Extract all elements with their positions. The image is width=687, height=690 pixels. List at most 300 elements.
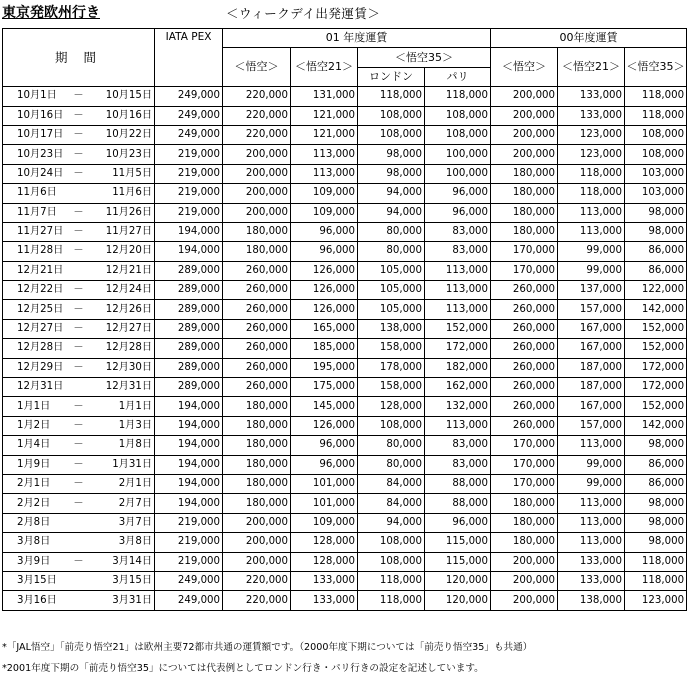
period-from-cell: 12月21日 [3,261,59,280]
header-fy01: 01 年度運賃 [223,29,491,48]
fy01-satoku-cell: 260,000 [223,358,291,377]
fy01-satoku21-cell: 113,000 [291,164,358,183]
fy01-paris-cell: 162,000 [425,378,491,397]
fy00-satoku35-cell: 118,000 [625,106,687,125]
fy01-london-cell: 80,000 [358,242,425,261]
fy01-satoku-cell: 260,000 [223,339,291,358]
period-from-cell: 12月25日 [3,300,59,319]
fy00-satoku21-cell: 123,000 [558,145,625,164]
fy01-paris-cell: 113,000 [425,300,491,319]
fy00-satoku-cell: 180,000 [491,164,558,183]
period-from-cell: 3月15日 [3,571,59,590]
fy01-london-cell: 98,000 [358,145,425,164]
period-dash-cell [59,261,99,280]
period-to-cell: 2月7日 [99,494,155,513]
fy01-satoku21-cell: 128,000 [291,552,358,571]
table-row [3,242,687,261]
fy01-satoku21-cell: 96,000 [291,222,358,241]
iata-pex-cell: 219,000 [155,513,223,532]
period-to-cell: 12月28日 [99,339,155,358]
fy01-london-cell: 138,000 [358,319,425,338]
fy01-satoku21-cell: 109,000 [291,513,358,532]
table-row [3,125,687,144]
fy00-satoku21-cell: 157,000 [558,416,625,435]
iata-pex-cell: 194,000 [155,397,223,416]
period-from-cell: 11月28日 [3,242,59,261]
period-to-cell: 12月30日 [99,358,155,377]
header-fy01-satoku: ＜悟空＞ [223,48,291,87]
fy00-satoku21-cell: 138,000 [558,591,625,610]
fy01-satoku21-cell: 131,000 [291,87,358,106]
fy00-satoku35-cell: 152,000 [625,319,687,338]
fy00-satoku-cell: 260,000 [491,339,558,358]
fy01-paris-cell: 83,000 [425,436,491,455]
fy01-london-cell: 108,000 [358,125,425,144]
fy01-satoku21-cell: 126,000 [291,261,358,280]
fy00-satoku35-cell: 103,000 [625,164,687,183]
period-to-cell: 3月7日 [99,513,155,532]
fy01-paris-cell: 88,000 [425,494,491,513]
fy01-satoku-cell: 180,000 [223,494,291,513]
fy00-satoku-cell: 200,000 [491,125,558,144]
fy00-satoku-cell: 200,000 [491,145,558,164]
fy01-paris-cell: 83,000 [425,222,491,241]
fy00-satoku35-cell: 86,000 [625,474,687,493]
fy00-satoku35-cell: 152,000 [625,397,687,416]
period-from-cell: 1月9日 [3,455,59,474]
header-fy00: 00年度運賃 [491,29,687,48]
fy01-paris-cell: 115,000 [425,552,491,571]
fy00-satoku35-cell: 103,000 [625,184,687,203]
fy00-satoku-cell: 260,000 [491,397,558,416]
iata-pex-cell: 289,000 [155,358,223,377]
fy00-satoku21-cell: 137,000 [558,281,625,300]
fy01-paris-cell: 172,000 [425,339,491,358]
fy01-satoku-cell: 260,000 [223,261,291,280]
fy00-satoku35-cell: 86,000 [625,261,687,280]
period-to-cell: 3月15日 [99,571,155,590]
fy00-satoku21-cell: 167,000 [558,397,625,416]
fy01-paris-cell: 120,000 [425,591,491,610]
period-to-cell: 12月31日 [99,378,155,397]
fy01-satoku-cell: 220,000 [223,125,291,144]
table-row [3,571,687,590]
period-to-cell: 11月5日 [99,164,155,183]
fy01-satoku21-cell: 126,000 [291,300,358,319]
fy00-satoku35-cell: 172,000 [625,358,687,377]
fy01-london-cell: 158,000 [358,339,425,358]
fy00-satoku21-cell: 118,000 [558,184,625,203]
iata-pex-cell: 249,000 [155,591,223,610]
fy01-satoku-cell: 260,000 [223,378,291,397]
fy01-satoku-cell: 200,000 [223,164,291,183]
period-dash-cell [59,513,99,532]
period-dash-cell: － [59,106,99,125]
period-from-cell: 3月9日 [3,552,59,571]
fy01-satoku21-cell: 109,000 [291,203,358,222]
period-from-cell: 3月8日 [3,533,59,552]
fy01-satoku21-cell: 133,000 [291,591,358,610]
period-dash-cell: － [59,281,99,300]
header-london: ロンドン [358,67,425,86]
period-to-cell: 3月31日 [99,591,155,610]
fy01-satoku-cell: 200,000 [223,203,291,222]
fy01-paris-cell: 88,000 [425,474,491,493]
period-from-cell: 11月27日 [3,222,59,241]
fy00-satoku21-cell: 133,000 [558,87,625,106]
fy01-london-cell: 80,000 [358,436,425,455]
fy01-paris-cell: 132,000 [425,397,491,416]
fy01-london-cell: 94,000 [358,513,425,532]
fy01-paris-cell: 83,000 [425,455,491,474]
fy01-paris-cell: 113,000 [425,281,491,300]
period-from-cell: 2月8日 [3,513,59,532]
period-dash-cell: － [59,494,99,513]
iata-pex-cell: 194,000 [155,494,223,513]
fy01-london-cell: 84,000 [358,474,425,493]
period-dash-cell: － [59,397,99,416]
fy01-paris-cell: 108,000 [425,106,491,125]
table-row [3,164,687,183]
fy00-satoku21-cell: 99,000 [558,242,625,261]
fy01-satoku-cell: 180,000 [223,455,291,474]
fy00-satoku-cell: 170,000 [491,242,558,261]
period-from-cell: 12月31日 [3,378,59,397]
period-dash-cell: － [59,474,99,493]
fy00-satoku21-cell: 167,000 [558,339,625,358]
fy01-satoku21-cell: 96,000 [291,455,358,474]
fy00-satoku35-cell: 86,000 [625,455,687,474]
footnotes [2,637,532,679]
period-to-cell: 12月20日 [99,242,155,261]
fy00-satoku21-cell: 99,000 [558,455,625,474]
table-row [3,300,687,319]
fy01-paris-cell: 96,000 [425,513,491,532]
fy01-satoku21-cell: 109,000 [291,184,358,203]
fy01-london-cell: 178,000 [358,358,425,377]
fy01-london-cell: 105,000 [358,261,425,280]
table-row [3,474,687,493]
period-from-cell: 1月2日 [3,416,59,435]
period-to-cell: 1月3日 [99,416,155,435]
iata-pex-cell: 219,000 [155,533,223,552]
period-to-cell: 11月26日 [99,203,155,222]
fy01-london-cell: 105,000 [358,300,425,319]
fy00-satoku35-cell: 98,000 [625,203,687,222]
iata-pex-cell: 249,000 [155,125,223,144]
fy01-satoku21-cell: 133,000 [291,571,358,590]
period-to-cell: 1月31日 [99,455,155,474]
iata-pex-cell: 289,000 [155,300,223,319]
fy01-satoku21-cell: 113,000 [291,145,358,164]
period-dash-cell [59,184,99,203]
iata-pex-cell: 219,000 [155,145,223,164]
fy00-satoku21-cell: 113,000 [558,203,625,222]
iata-pex-cell: 289,000 [155,319,223,338]
period-from-cell: 10月24日 [3,164,59,183]
period-to-cell: 11月27日 [99,222,155,241]
iata-pex-cell: 194,000 [155,474,223,493]
period-dash-cell [59,378,99,397]
period-from-cell: 10月23日 [3,145,59,164]
fy01-london-cell: 80,000 [358,455,425,474]
period-dash-cell [59,571,99,590]
period-from-cell: 11月6日 [3,184,59,203]
period-from-cell: 12月29日 [3,358,59,377]
fy01-satoku21-cell: 126,000 [291,281,358,300]
fy00-satoku35-cell: 108,000 [625,145,687,164]
table-row [3,339,687,358]
table-row [3,222,687,241]
period-dash-cell: － [59,436,99,455]
table-row [3,513,687,532]
iata-pex-cell: 194,000 [155,222,223,241]
fy00-satoku21-cell: 123,000 [558,125,625,144]
period-from-cell: 10月1日 [3,87,59,106]
fy00-satoku-cell: 200,000 [491,571,558,590]
fy00-satoku21-cell: 113,000 [558,533,625,552]
period-from-cell: 2月1日 [3,474,59,493]
fare-table [2,28,687,611]
fy01-satoku-cell: 200,000 [223,184,291,203]
table-row [3,436,687,455]
fy01-satoku-cell: 260,000 [223,281,291,300]
iata-pex-cell: 289,000 [155,339,223,358]
iata-pex-cell: 289,000 [155,378,223,397]
table-row [3,378,687,397]
period-to-cell: 10月15日 [99,87,155,106]
fy01-satoku-cell: 200,000 [223,145,291,164]
iata-pex-cell: 194,000 [155,455,223,474]
fy00-satoku35-cell: 86,000 [625,242,687,261]
fy00-satoku21-cell: 113,000 [558,494,625,513]
table-row [3,416,687,435]
period-dash-cell: － [59,358,99,377]
table-row [3,397,687,416]
fy01-paris-cell: 115,000 [425,533,491,552]
fy00-satoku21-cell: 187,000 [558,358,625,377]
period-dash-cell: － [59,145,99,164]
table-row [3,358,687,377]
fy00-satoku35-cell: 98,000 [625,533,687,552]
fy00-satoku21-cell: 187,000 [558,378,625,397]
period-from-cell: 11月7日 [3,203,59,222]
fy00-satoku-cell: 180,000 [491,184,558,203]
period-from-cell: 3月16日 [3,591,59,610]
fy01-satoku21-cell: 101,000 [291,494,358,513]
fy01-london-cell: 118,000 [358,591,425,610]
period-from-cell: 12月28日 [3,339,59,358]
fy00-satoku-cell: 180,000 [491,513,558,532]
period-from-cell: 2月2日 [3,494,59,513]
fy01-satoku-cell: 260,000 [223,319,291,338]
table-row [3,87,687,106]
fy01-satoku-cell: 200,000 [223,533,291,552]
fy00-satoku21-cell: 113,000 [558,436,625,455]
fy01-satoku-cell: 180,000 [223,222,291,241]
fy00-satoku21-cell: 99,000 [558,474,625,493]
fy01-london-cell: 84,000 [358,494,425,513]
table-row [3,552,687,571]
table-row [3,455,687,474]
fy00-satoku35-cell: 98,000 [625,494,687,513]
iata-pex-cell: 194,000 [155,416,223,435]
period-dash-cell: － [59,416,99,435]
period-to-cell: 10月23日 [99,145,155,164]
fy01-satoku21-cell: 96,000 [291,242,358,261]
fy00-satoku-cell: 260,000 [491,416,558,435]
period-to-cell: 1月1日 [99,397,155,416]
page-title: 東京発欧州行き [2,5,100,21]
period-to-cell: 3月8日 [99,533,155,552]
table-row [3,203,687,222]
fy00-satoku-cell: 260,000 [491,300,558,319]
period-from-cell: 1月4日 [3,436,59,455]
fy01-london-cell: 80,000 [358,222,425,241]
fy01-satoku-cell: 180,000 [223,416,291,435]
fy00-satoku-cell: 260,000 [491,319,558,338]
iata-pex-cell: 249,000 [155,87,223,106]
fy00-satoku-cell: 170,000 [491,455,558,474]
fy00-satoku-cell: 200,000 [491,591,558,610]
fy00-satoku21-cell: 113,000 [558,513,625,532]
fy01-london-cell: 94,000 [358,203,425,222]
fy01-satoku-cell: 220,000 [223,106,291,125]
period-to-cell: 1月8日 [99,436,155,455]
fy00-satoku-cell: 200,000 [491,106,558,125]
fy01-satoku21-cell: 128,000 [291,533,358,552]
fy00-satoku35-cell: 118,000 [625,87,687,106]
period-to-cell: 12月21日 [99,261,155,280]
iata-pex-cell: 219,000 [155,164,223,183]
table-row [3,145,687,164]
fy00-satoku21-cell: 167,000 [558,319,625,338]
fy01-satoku21-cell: 185,000 [291,339,358,358]
fy01-paris-cell: 113,000 [425,416,491,435]
fy01-london-cell: 108,000 [358,533,425,552]
fy00-satoku-cell: 180,000 [491,494,558,513]
fy00-satoku35-cell: 98,000 [625,436,687,455]
fy00-satoku21-cell: 157,000 [558,300,625,319]
header-fy01-satoku35: ＜悟空35＞ [358,48,491,67]
fy01-satoku21-cell: 126,000 [291,416,358,435]
fy01-london-cell: 105,000 [358,281,425,300]
fy00-satoku35-cell: 172,000 [625,378,687,397]
fy01-satoku-cell: 180,000 [223,397,291,416]
fy01-satoku21-cell: 145,000 [291,397,358,416]
footnote: *「JAL悟空」「前売り悟空21」は欧州主要72都市共通の運賃額です。（2000年度下期については「前売り悟空35」も共通） [2,642,533,653]
period-dash-cell: － [59,87,99,106]
fare-table-body [3,87,687,611]
fy01-satoku21-cell: 121,000 [291,106,358,125]
fy01-paris-cell: 96,000 [425,203,491,222]
fy01-satoku-cell: 220,000 [223,87,291,106]
fy00-satoku21-cell: 133,000 [558,571,625,590]
period-dash-cell: － [59,339,99,358]
iata-pex-cell: 219,000 [155,184,223,203]
fy01-satoku-cell: 260,000 [223,300,291,319]
header-fy00-satoku35: ＜悟空35＞ [625,48,687,87]
period-dash-cell: － [59,164,99,183]
period-to-cell: 12月27日 [99,319,155,338]
period-dash-cell: － [59,242,99,261]
fy00-satoku-cell: 170,000 [491,261,558,280]
fy01-satoku21-cell: 165,000 [291,319,358,338]
header-paris: パリ [425,67,491,86]
fy00-satoku-cell: 170,000 [491,474,558,493]
fy00-satoku-cell: 180,000 [491,533,558,552]
fy00-satoku35-cell: 98,000 [625,513,687,532]
iata-pex-cell: 194,000 [155,242,223,261]
period-to-cell: 12月24日 [99,281,155,300]
fy01-paris-cell: 100,000 [425,145,491,164]
iata-pex-cell: 219,000 [155,203,223,222]
header-iata-pex: IATA PEX [155,29,223,87]
iata-pex-cell: 289,000 [155,281,223,300]
period-dash-cell: － [59,552,99,571]
fy01-paris-cell: 96,000 [425,184,491,203]
fy01-satoku-cell: 180,000 [223,474,291,493]
fy00-satoku-cell: 180,000 [491,203,558,222]
fy01-paris-cell: 152,000 [425,319,491,338]
fy00-satoku35-cell: 118,000 [625,552,687,571]
table-row [3,106,687,125]
fy00-satoku35-cell: 122,000 [625,281,687,300]
header-period: 期 間 [3,29,155,87]
fy01-paris-cell: 100,000 [425,164,491,183]
fy01-london-cell: 108,000 [358,106,425,125]
fy01-satoku-cell: 200,000 [223,513,291,532]
period-to-cell: 2月1日 [99,474,155,493]
fy00-satoku21-cell: 118,000 [558,164,625,183]
fy00-satoku21-cell: 133,000 [558,106,625,125]
fy01-london-cell: 94,000 [358,184,425,203]
period-dash-cell: － [59,300,99,319]
fy01-paris-cell: 120,000 [425,571,491,590]
period-from-cell: 12月22日 [3,281,59,300]
fy00-satoku-cell: 260,000 [491,281,558,300]
fy00-satoku35-cell: 118,000 [625,571,687,590]
period-dash-cell: － [59,455,99,474]
fy01-london-cell: 118,000 [358,571,425,590]
iata-pex-cell: 289,000 [155,261,223,280]
fy01-london-cell: 108,000 [358,416,425,435]
period-dash-cell: － [59,319,99,338]
period-to-cell: 12月26日 [99,300,155,319]
fy01-satoku21-cell: 195,000 [291,358,358,377]
period-dash-cell: － [59,125,99,144]
fy01-paris-cell: 118,000 [425,87,491,106]
period-to-cell: 3月14日 [99,552,155,571]
fy01-paris-cell: 83,000 [425,242,491,261]
period-to-cell: 10月22日 [99,125,155,144]
fy01-satoku21-cell: 175,000 [291,378,358,397]
fy00-satoku-cell: 170,000 [491,436,558,455]
fy00-satoku-cell: 180,000 [491,222,558,241]
header-fy01-satoku21: ＜悟空21＞ [291,48,358,87]
table-row [3,319,687,338]
page-subtitle: ＜ウィークデイ出発運賃＞ [226,6,381,21]
fy00-satoku35-cell: 98,000 [625,222,687,241]
fy01-paris-cell: 182,000 [425,358,491,377]
fy01-london-cell: 108,000 [358,552,425,571]
fy00-satoku-cell: 200,000 [491,87,558,106]
fy00-satoku21-cell: 99,000 [558,261,625,280]
fy01-satoku21-cell: 101,000 [291,474,358,493]
fy01-paris-cell: 108,000 [425,125,491,144]
fy01-satoku-cell: 220,000 [223,571,291,590]
period-from-cell: 10月16日 [3,106,59,125]
